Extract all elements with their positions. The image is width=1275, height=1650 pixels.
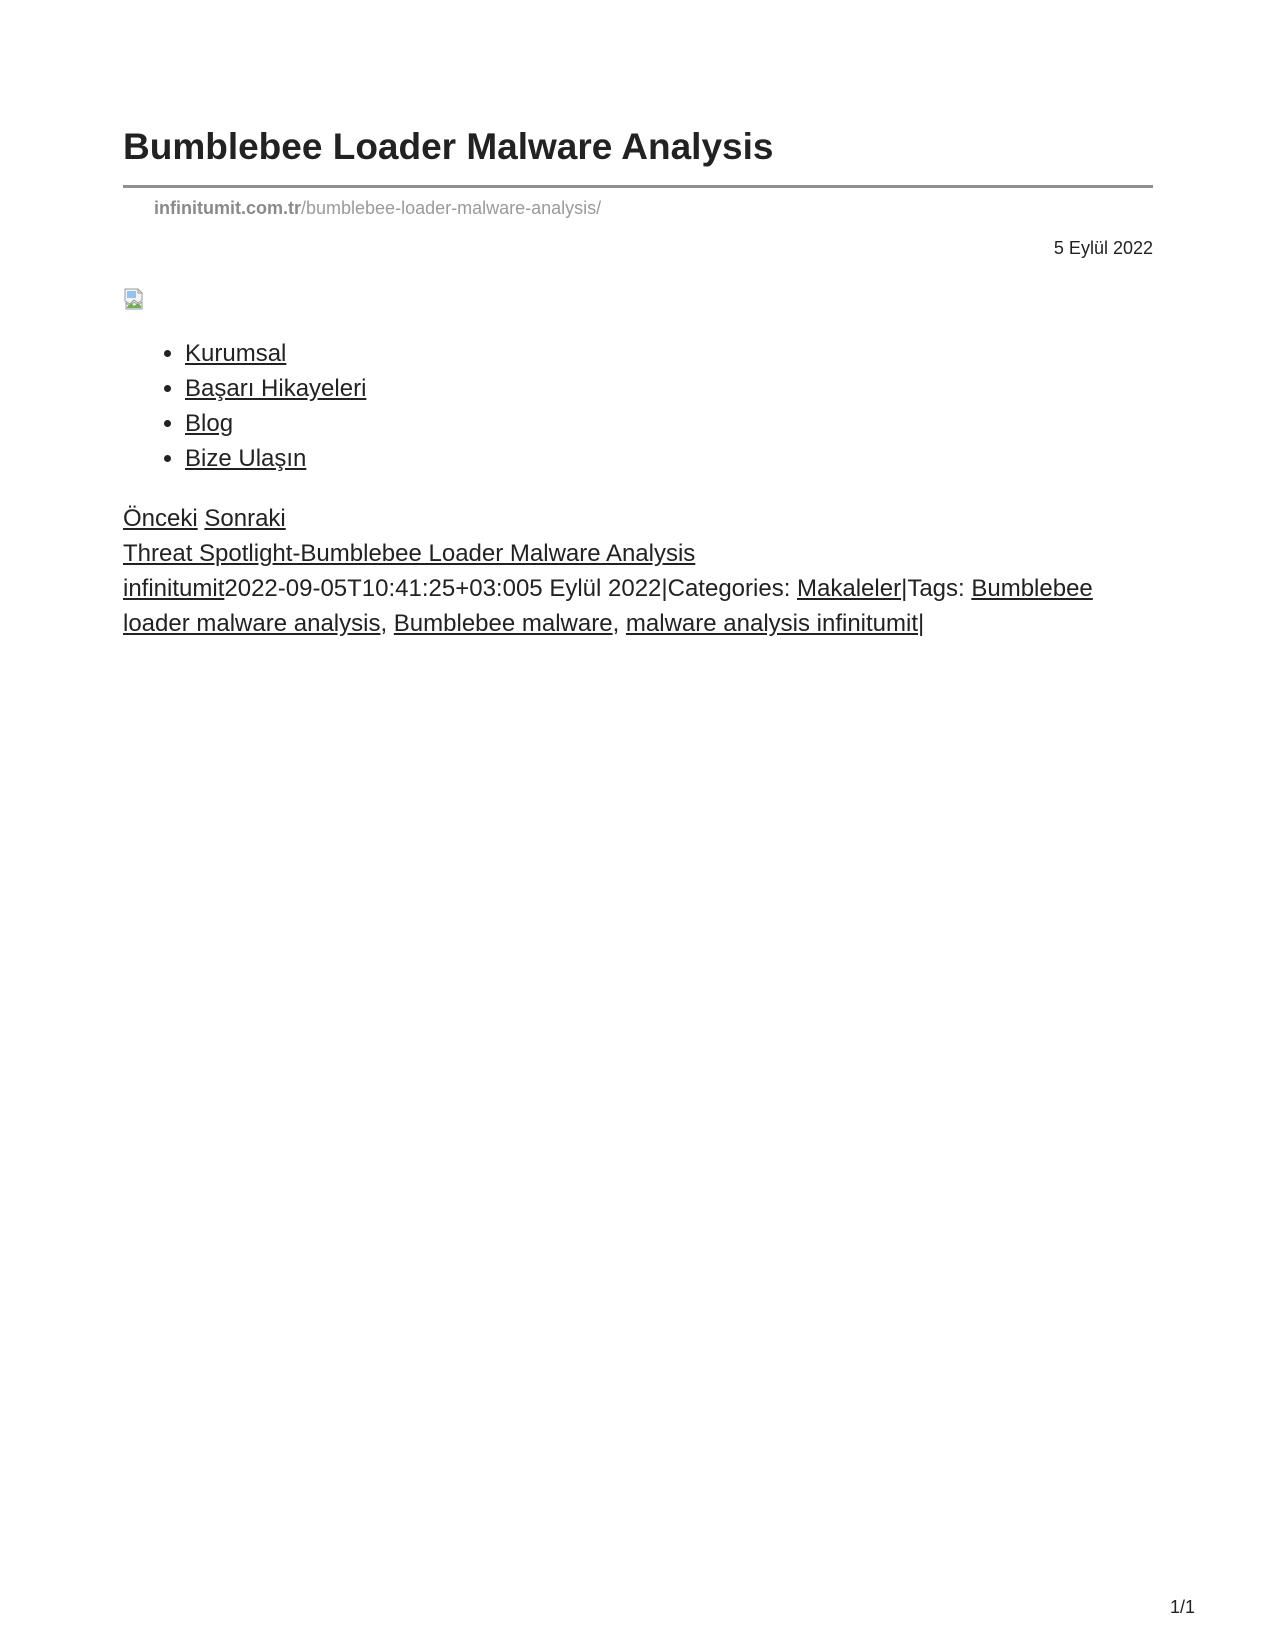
menu-link-bize-ulasin[interactable]: Bize Ulaşın — [185, 445, 307, 472]
broken-image-icon — [123, 287, 147, 311]
post-navigation — [123, 501, 1153, 536]
author-link[interactable]: infinitumit — [123, 575, 225, 602]
tag-link[interactable]: Bumblebee malware — [393, 610, 613, 637]
category-link[interactable]: Makaleler — [797, 575, 902, 602]
post-timestamp: 2022-09-05T10:41:25+03:00 — [224, 575, 530, 602]
post-meta-date: 5 Eylül 2022 — [529, 575, 662, 602]
tags-label: Tags: — [907, 575, 972, 602]
title-divider — [123, 185, 1153, 188]
site-menu — [123, 336, 366, 476]
tag-link[interactable]: malware analysis infinitumit — [625, 610, 919, 637]
menu-item-basari-hikayeleri — [185, 371, 366, 406]
page-title: Bumblebee Loader Malware Analysis — [123, 126, 774, 167]
tag-separator: , — [380, 610, 394, 637]
previous-post-link[interactable]: Önceki — [123, 505, 198, 532]
menu-item-blog — [185, 406, 366, 441]
post-meta — [123, 571, 1153, 641]
meta-separator: | — [661, 575, 668, 602]
page-number: 1/1 — [1170, 1597, 1196, 1617]
article-date: 5 Eylül 2022 — [1053, 238, 1153, 258]
menu-link-basari-hikayeleri[interactable]: Başarı Hikayeleri — [185, 375, 367, 402]
source-url — [154, 198, 601, 219]
source-path: /bumblebee-loader-malware-analysis/ — [301, 198, 602, 218]
post-headline-row — [123, 536, 1153, 571]
meta-separator: | — [918, 610, 925, 637]
categories-label: Categories: — [667, 575, 798, 602]
next-post-link[interactable]: Sonraki — [204, 505, 286, 532]
source-domain: infinitumit.com.tr — [154, 198, 301, 218]
menu-link-kurumsal[interactable]: Kurumsal — [185, 340, 287, 367]
post-headline-link[interactable]: Threat Spotlight-Bumblebee Loader Malware Analysis — [123, 540, 696, 567]
tag-link[interactable]: Bumblebee loader malware analysis — [123, 575, 1093, 637]
menu-link-blog[interactable]: Blog — [185, 410, 234, 437]
meta-separator: | — [901, 575, 908, 602]
menu-item-bize-ulasin — [185, 441, 366, 476]
post-content — [123, 501, 1153, 641]
menu-item-kurumsal — [185, 336, 366, 371]
tag-separator: , — [612, 610, 626, 637]
